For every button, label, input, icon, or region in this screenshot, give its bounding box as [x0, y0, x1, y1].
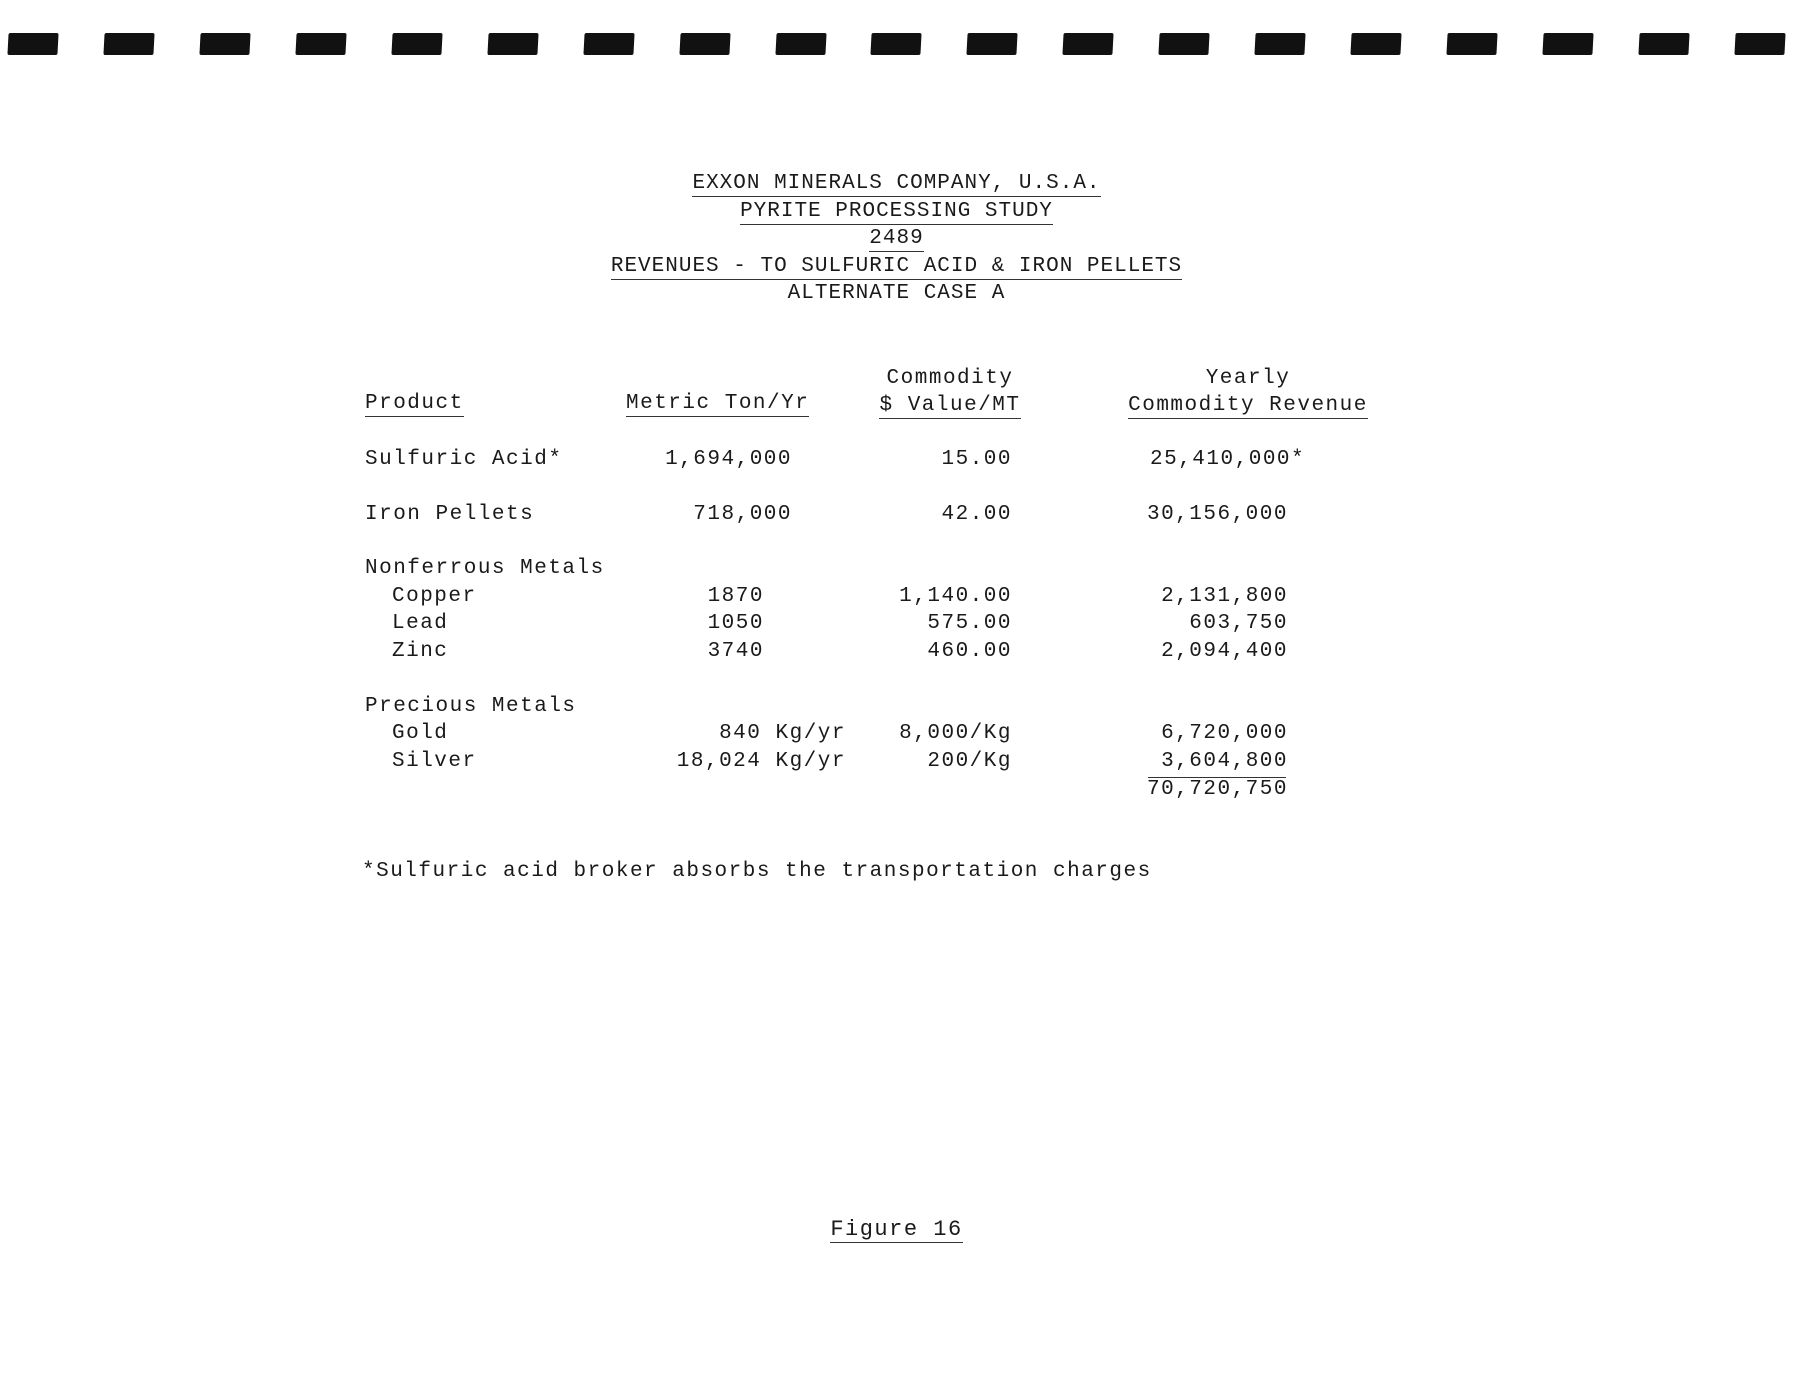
- perforation-mark: [1638, 33, 1689, 55]
- perforation-mark: [967, 33, 1018, 55]
- perforation-mark: [1351, 33, 1402, 55]
- product-name: Copper: [392, 585, 477, 608]
- product-name: Silver: [392, 750, 477, 773]
- column-header-revenue: Yearly Commodity Revenue: [1128, 367, 1368, 417]
- product-name: Gold: [392, 722, 449, 745]
- document-heading: [0, 170, 1793, 308]
- metric-tons: 3740: [707, 640, 764, 663]
- commodity-value: 8,000/Kg: [899, 722, 1012, 745]
- yearly-revenue: 603,750: [1189, 612, 1288, 635]
- perforation-mark: [679, 33, 730, 55]
- perforation-mark: [1159, 33, 1210, 55]
- commodity-value: 575.00: [927, 612, 1012, 635]
- product-name: Iron Pellets: [365, 503, 535, 526]
- study-number: 2489: [869, 227, 924, 250]
- perforation-mark: [1542, 33, 1593, 55]
- perforation-mark: [487, 33, 538, 55]
- perforation-mark: [391, 33, 442, 55]
- column-header-product: Product: [365, 392, 464, 415]
- perforation-mark: [103, 33, 154, 55]
- yearly-revenue: 3,604,800: [1161, 750, 1288, 773]
- commodity-value: 200/Kg: [927, 750, 1012, 773]
- product-name: Zinc: [392, 640, 449, 663]
- company-name: EXXON MINERALS COMPANY, U.S.A.: [692, 172, 1101, 195]
- yearly-revenue: 25,410,000*: [1150, 448, 1306, 471]
- metric-tons: 1050: [707, 612, 764, 635]
- perforation-mark: [7, 33, 58, 55]
- perforation-mark: [1734, 33, 1785, 55]
- column-header-value: Commodity $ Value/MT: [879, 367, 1021, 417]
- figure-label: Figure 16: [830, 1217, 963, 1242]
- perforation-mark: [1063, 33, 1114, 55]
- column-header-tons: Metric Ton/Yr: [626, 392, 810, 415]
- metric-tons: 718,000: [693, 503, 792, 526]
- commodity-value: 1,140.00: [899, 585, 1012, 608]
- section-label-nonferrous: Nonferrous Metals: [365, 557, 605, 580]
- section-label-precious: Precious Metals: [365, 695, 577, 718]
- footnote: *Sulfuric acid broker absorbs the transportation charges: [362, 860, 1152, 883]
- metric-tons: 840 Kg/yr: [719, 722, 846, 745]
- metric-tons: 1,694,000: [665, 448, 792, 471]
- yearly-revenue: 2,094,400: [1161, 640, 1288, 663]
- perforation-mark: [1446, 33, 1497, 55]
- grand-total: 70,720,750: [1146, 778, 1288, 801]
- product-name: Sulfuric Acid*: [365, 448, 563, 471]
- perforation-mark: [871, 33, 922, 55]
- commodity-value: 42.00: [941, 503, 1012, 526]
- yearly-revenue: 30,156,000: [1146, 503, 1288, 526]
- commodity-value: 460.00: [927, 640, 1012, 663]
- metric-tons: 18,024 Kg/yr: [676, 750, 846, 773]
- product-name: Lead: [392, 612, 449, 635]
- perforation-mark: [775, 33, 826, 55]
- metric-tons: 1870: [707, 585, 764, 608]
- revenues-title: REVENUES - TO SULFURIC ACID & IRON PELLETS: [610, 254, 1183, 278]
- yearly-revenue: 2,131,800: [1161, 585, 1288, 608]
- perforation-mark: [1255, 33, 1306, 55]
- perforation-mark: [199, 33, 250, 55]
- case-title: ALTERNATE CASE A: [787, 282, 1006, 305]
- commodity-value: 15.00: [941, 448, 1012, 471]
- perforation-mark: [295, 33, 346, 55]
- yearly-revenue: 6,720,000: [1161, 722, 1288, 745]
- study-title: PYRITE PROCESSING STUDY: [740, 199, 1053, 223]
- perforation-strip: [8, 30, 1785, 58]
- perforation-mark: [583, 33, 634, 55]
- figure-caption: [0, 1217, 1793, 1242]
